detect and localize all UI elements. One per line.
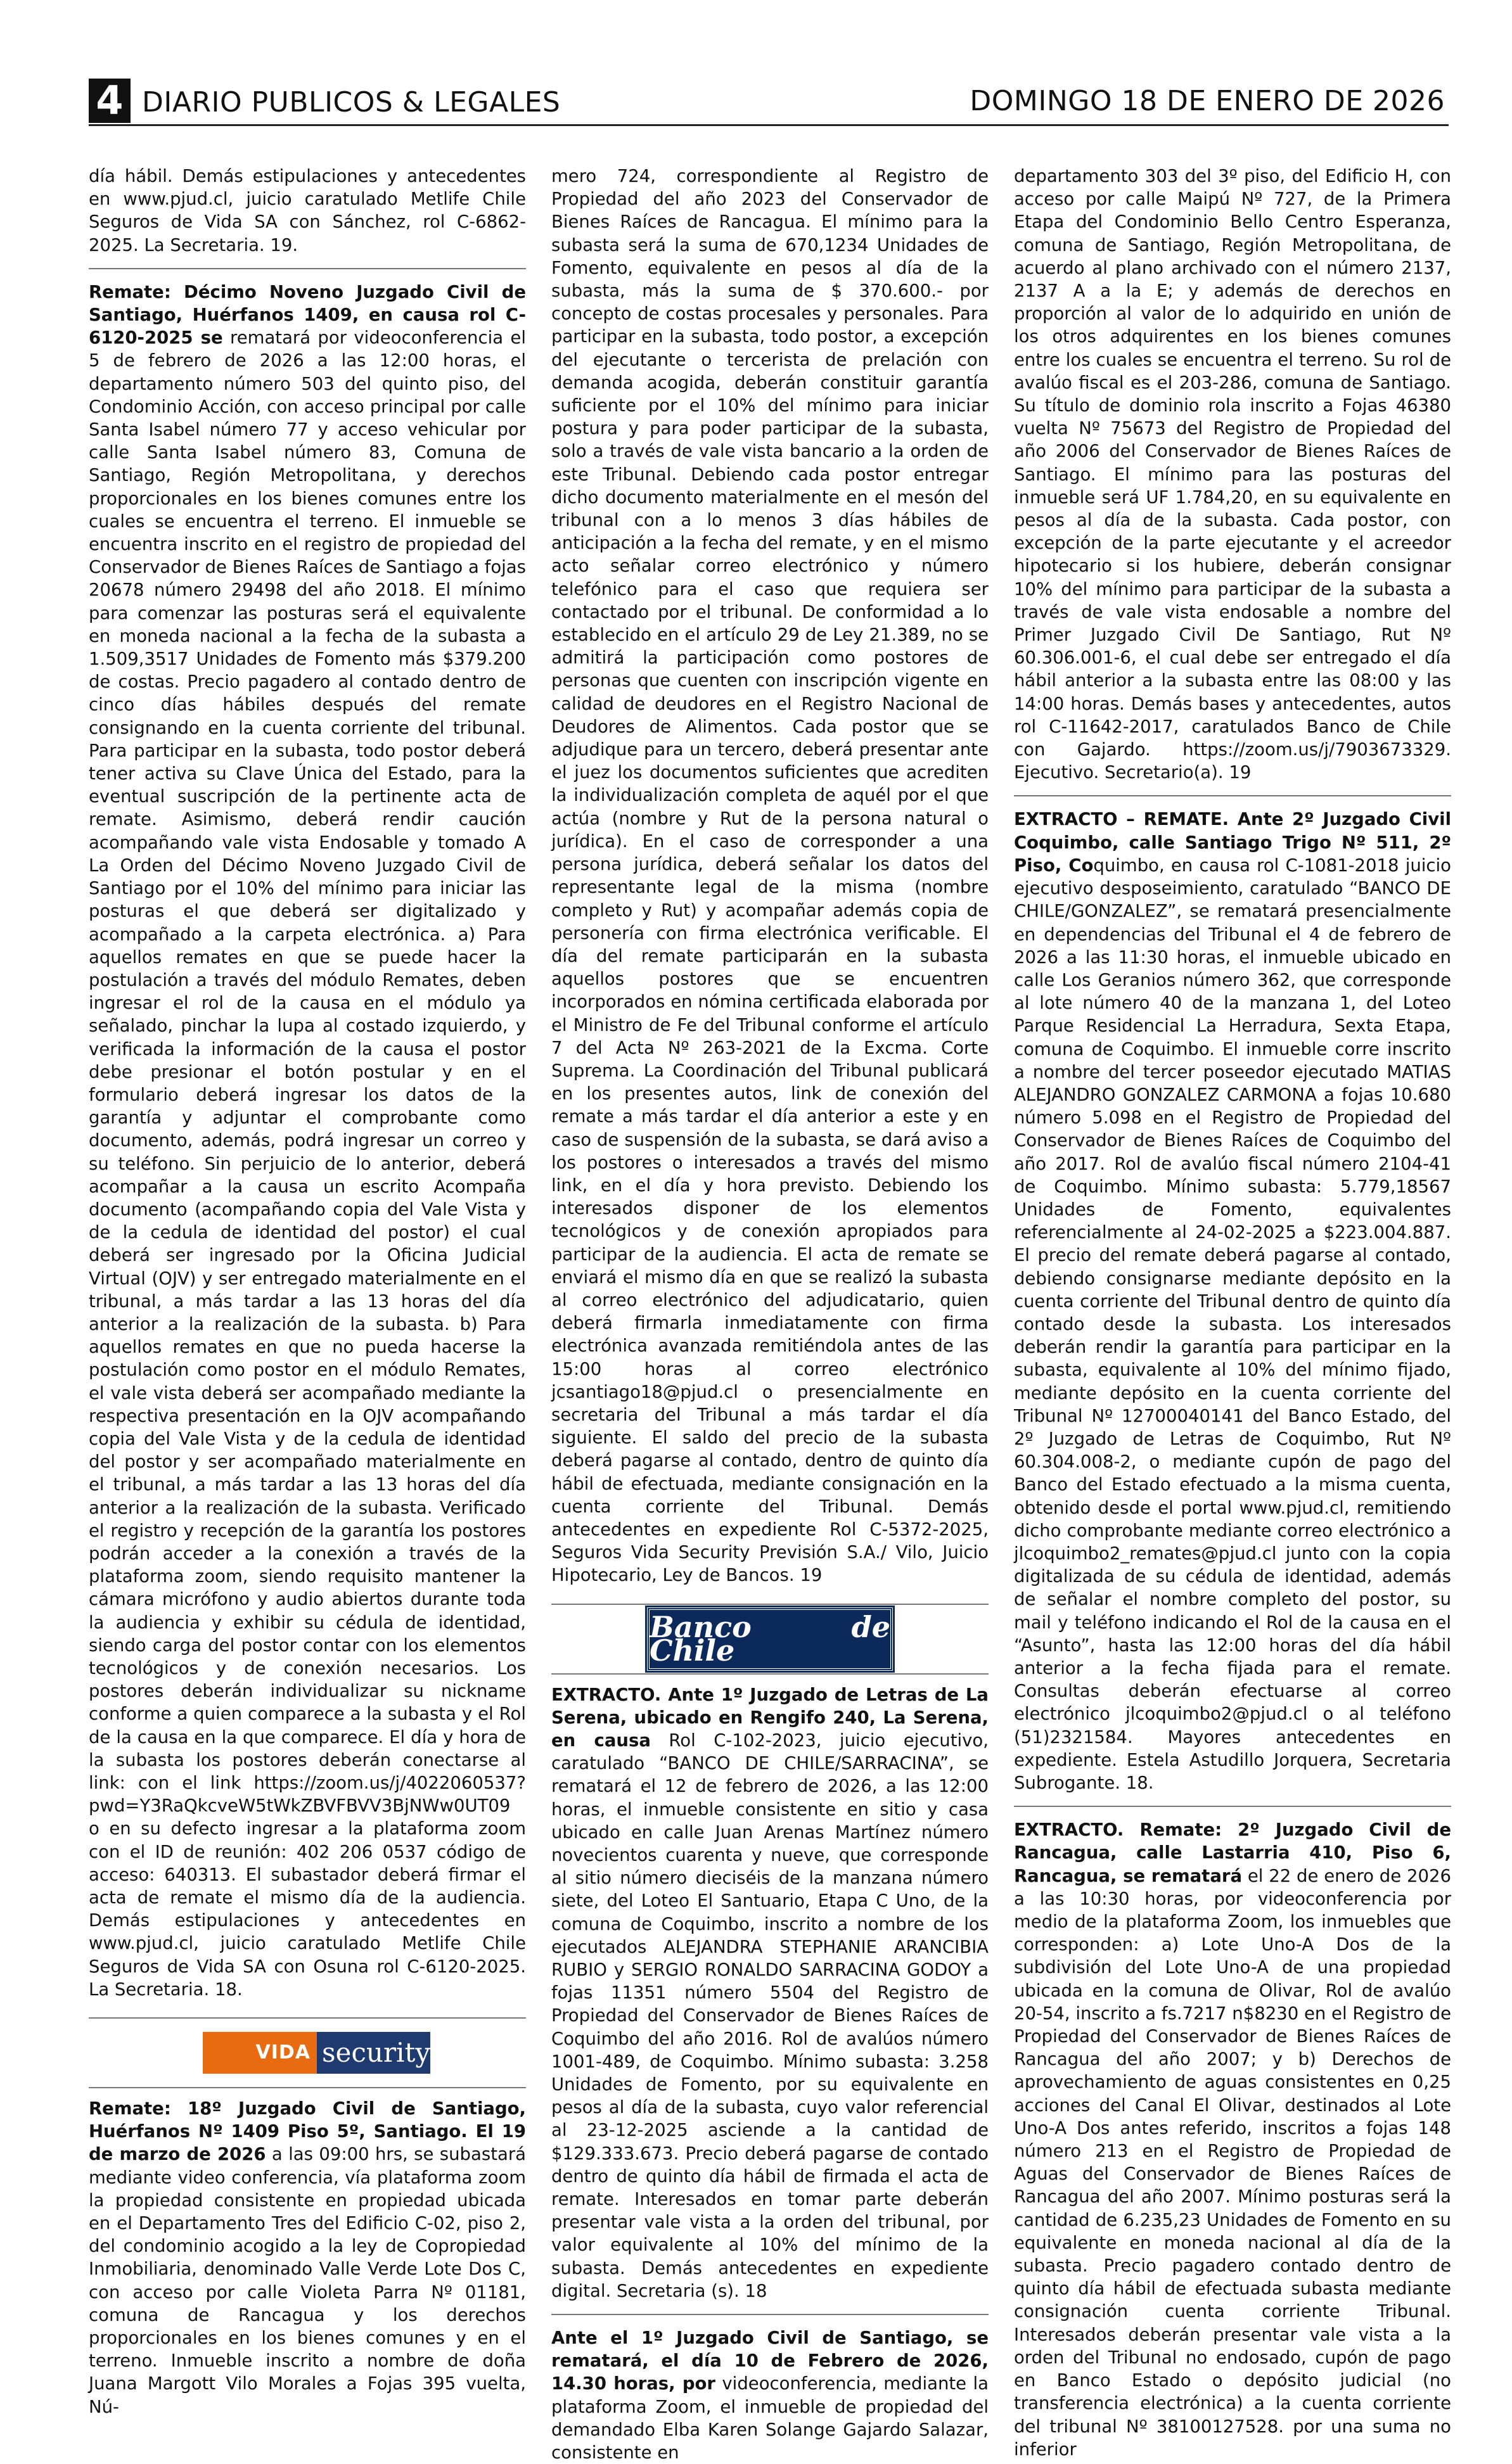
notice-body: el 22 de enero de 2026 a las 10:30 horas, por videoconferencia por medio de la plataforma Zoom, los inmuebles que corresponden: a) Lote Uno-A Dos de la subdivisión del Lote Uno-A de una propiedad ubicada en la comuna de Olivar, Rol de avalúo 20-54, inscrito a fs.7217 n$8230 en el Registro de Propiedad del Conservador de Bienes Raíces de Rancagua del año 2007; y b) Derechos de aprovechamiento de aguas consistentes en 0,25 acciones del Canal El Olivar, destinados al Lote Uno-A Dos antes referido, inscritos a fojas 148 número 213 en el Registro de Propiedad de Aguas del Conservador de Bienes Raíces de Rancagua del año 2007. Mínimo posturas será la cantidad de 6.235,23 Unidades de Fomento en su equivalente en moneda nacional al día de la subasta. Precio pagadero contado dentro de quinto día hábil de efectuada subasta mediante consignación cuenta corriente Tribunal. Interesados deberán presentar vale vista a la orden del Tribunal no endosado, cupón de pago en Banco Estado o depósito judicial (no transferencia electrónica) a la cuenta corriente del tribunal Nº 38100127528. por una suma no inferior xyxy=(1014,1865,1451,2460)
section-title: DIARIO PUBLICOS & LEGALES xyxy=(142,86,561,118)
notice-text xyxy=(551,2327,989,2464)
legal-notice xyxy=(89,2097,526,2418)
notice-body: Rol C-102-2023, juicio ejecutivo, caratulado “BANCO DE CHILE/SARRACINA”, se rematará el 12 de febrero de 2026, a las 12:00 horas, el inmueble consistente en sitio y casa ubicado en calle Juan Arenas Martínez número novecientos cuarenta y nueve, que corresponde al sitio número dieciséis de la manzana número siete, del Loteo El Santuario, Etapa C Uno, de la comuna de Coquimbo, inscrito a nombre de los ejecutados ALEJANDRA STEPHANIE ARANCIBIA RUBIO y SERGIO RONALDO SARRACINA GODOY a fojas 11351 número 5504 del Registro de Propiedad del Conservador de Bienes Raíces de Coquimbo del año 2016. Rol de avalúos número 1001-489, de Coquimbo. Mínimo subasta: 3.258 Unidades de Fomento, por su equivalente en pesos al día de la subasta, cuyo valor referencial al 23-12-2025 asciende a la cantidad de $129.333.673. Precio deberá pagarse de contado dentro de quinto día hábil de firmada el acta de remate. Interesados en tomar parte deberán presentar vale vista a la orden del tribunal, por valor equivalente al 10% del mínimo de la subasta. Demás antecedentes en expediente digital. Secretaria (s). 18 xyxy=(551,1730,989,2301)
vida-security-logo xyxy=(203,2032,431,2074)
banco-de-chile-logo: Banco de Chile xyxy=(647,1607,893,1671)
notice-continued: mero 724, correspondiente al Registro de Propiedad del año 2023 del Conservador de Bienes Raíces de Rancagua. El mínimo para la subasta será la suma de 670,1234 Unidades de Fomento, equivalente en pesos al día de la subasta, más la suma de $ 370.600.- por concepto de costas procesales y personales. Para participar en la subasta, todo postor, a excepción del ejecutante o tercerista de prelación con demanda acogida, deberán constituir garantía suficiente por el 10% del mínimo para iniciar postura y para poder participar de la subasta, solo a través de vale vista bancario a la orden de este Tribunal. Debiendo cada postor entregar dicho documento materialmente en el mesón del tribunal con a lo menos 3 días hábiles de anticipación a la fecha del remate, y en el mismo acto señalar correo electrónico y número telefónico para el caso que requiera ser contactado por el tribunal. De conformidad a lo establecido en el artículo 29 de Ley 21.389, no se admitirá la participación como postores de personas que cuenten con inscripción vigente en calidad de deudores en el Registro Nacional de Deudores de Alimentos. Cada postor que se adjudique para un tercero, deberá presentar ante el juez los documentos suficientes que acrediten la individualización completa de aquél por el que actúa (nombre y Rut de la persona natural o jurídica). En el caso de corresponder a una persona jurídica, deberá señalar los datos del representante legal de la misma (nombre completo y Rut) y acompañar además copia de personería con firma electrónica verificable. El día del remate participarán en la subasta aquellos postores que se encuentren incorporados en nómina certificada elaborada por el Ministro de Fe del Tribunal conforme el artículo 7 del Acta Nº 263-2021 de la Excma. Corte Suprema. La Coordinación del Tribunal publicará en los presentes autos, link de conexión del remate a más tardar el día anterior a este y en caso de suspensión de la subasta, se dará aviso a los postores o interesados a través del mismo link, en el día y hora previsto. Debiendo los interesados disponer de los elementos tecnológicos y de conexión apropiados para participar de la audiencia. El acta de remate se enviará el mismo día en que se realizó la subasta al correo electrónico del adjudicatario, quien deberá firmarla inmediatamente con firma electrónica avanzada remitiéndola antes de las 15:00 horas al correo electrónico jcsantiago18@pjud.cl o presencialmente en secretaria del Tribunal a más tardar el día siguiente. El saldo del precio de la subasta deberá pagarse al contado, dentro de quinto día hábil de efectuada, mediante consignación en la cuenta corriente del Tribunal. Demás antecedentes en expediente Rol C-5372-2025, Seguros Vida Security Previsión S.A./ Vilo, Juicio Hipotecario, Ley de Bancos. 19 xyxy=(551,166,989,1586)
security-logo-text: security xyxy=(317,2032,430,2074)
vida-security-ad xyxy=(89,2017,526,2088)
notice-text xyxy=(1014,808,1451,1794)
notice-text xyxy=(551,1683,989,2302)
notice-heading: Remate: Décimo Noveno Juzgado Civil de Santiago, Huérfanos 1409, en causa rol C-6120-2025 se xyxy=(89,281,526,348)
vida-logo-text: VIDA xyxy=(203,2032,317,2074)
legal-notice xyxy=(1014,1806,1451,2461)
banco-de-chile-ad xyxy=(551,1604,989,1675)
issue-date: DOMINGO 18 DE ENERO DE 2026 xyxy=(970,85,1445,117)
notice-continued: departamento 303 del 3º piso, del Edificio H, con acceso por calle Maipú Nº 727, de la Primera Etapa del Condominio Bello Centro Esperanza, comuna de Santiago, Región Metropolitana, de acuerdo al plano archivado con el número 2137, 2137 A a la E; y además de derechos en proporción al valor de lo adquirido en unión de los otros adquirentes en los bienes comunes entre los cuales se encuentra el terreno. Su rol de avalúo fiscal es el 203-286, comuna de Santiago. Su título de dominio rola inscrito a Fojas 46380 vuelta Nº 75673 del Registro de Propiedad del año 2006 del Conservador de Bienes Raíces de Santiago. El mínimo para las posturas del inmueble será UF 1.784,20, en su equivalente en pesos al día de la subasta. Cada postor, con excepción de la parte ejecutante y el acreedor hipotecario si los hubiere, deberán consignar 10% del mínimo para participar de la subasta a través de vale vista endosable a nombre del Primer Juzgado Civil De Santiago, Rut Nº 60.306.001-6, el cual debe ser entregado el día hábil anterior a la subasta entre las 08:00 y las 14:00 horas. Demás bases y antecedentes, autos rol C-11642-2017, caratulados Banco de Chile con Gajardo. https://zoom.us/j/7903673329. Ejecutivo. Secretario(a). 19 xyxy=(1014,166,1451,783)
notice-body: rematará por videoconferencia el 5 de febrero de 2026 a las 12:00 horas, el departamento número 503 del quinto piso, del Condominio Acción, con acceso principal por calle Santa Isabel número 77 y acceso vehicular por calle Santa Isabel número 83, Comuna de Santiago, Región Metropolitana, y derechos proporcionales en los bienes comunes entre los cuales se encuentra el terreno. El inmueble se encuentra inscrito en el registro de propiedad del Conservador de Bienes Raíces de Santiago a fojas 20678 número 29498 del año 2018. El mínimo para comenzar las posturas será el equivalente en moneda nacional a la fecha de la subasta a 1.509,3517 Unidades de Fomento más $379.200 de costas. Precio pagadero al contado dentro de cinco días hábiles después del remate consignando en la cuenta corriente del tribunal. Para participar en la subasta, todo postor deberá tener activa su Clave Única del Estado, para la eventual suscripción de la pertinente acta de remate. Asimismo, deberá rendir caución acompañando vale vista Endosable y tomado A La Orden del Décimo Noveno Juzgado Civil de Santiago por el 10% del mínimo para iniciar las posturas el que deberá ser digitalizado y acompañado a la carpeta electrónica. a) Para aquellos remates en que se puede hacer la postulación a través del módulo Remates, deben ingresar el rol de la causa en el módulo ya señalado, pinchar la lupa al costado izquierdo, y verificada la información de la causa el postor debe presionar el botón postular y en el formulario deberá ingresar los datos de la garantía y adjuntar el comprobante como documento, además, podrá ingresar un correo y su teléfono. Sin perjuicio de lo anterior, deberá acompañar a la causa un escrito Acompaña documento (acompañando copia del Vale Vista y de la cedula de identidad del postor) el cual deberá ser ingresado por la Oficina Judicial Virtual (OJV) y ser entregado materialmente en el tribunal, a más tardar a las 13 horas del día anterior a la realización de la subasta. b) Para aquellos remates en que no pueda hacerse la postulación como postor en el módulo Remates, el vale vista deberá ser acompañado mediante la respectiva presentación en la OJV acompañando copia del Vale Vista y de la cedula de identidad del postor y ser acompañado materialmente en el tribunal, a más tardar a las 13 horas del día anterior a la realización de la subasta. Verificado el registro y recepción de la garantía los postores podrán acceder a la conexión a través de la plataforma zoom, siendo requisito mantener la cámara micrófono y audio abiertos durante toda la audiencia y exhibir su cédula de identidad, siendo carga del postor contar con los elementos tecnológicos y de conexión necesarios. Los postores deberán individualizar su nickname conforme a quien comparece a la subasta y el Rol de la causa en la que comparece. El día y hora de la subasta los postores deberán conectarse al link: con el link https://zoom.us/j/4022060537?pwd=Y3RaQkcveW5tWkZBVFBVV3BjNWw0UT09 o en su defecto ingresar a la plataforma zoom con el ID de reunión: 402 206 0537 código de acceso: 640313. El subastador deberá firmar el acta de remate el mismo día de la audiencia. Demás estipulaciones y antecedentes en www.pjud.cl, juicio caratulado Metlife Chile Seguros de Vida SA con Osuna rol C-6120-2025. La Secretaria. 18. xyxy=(89,328,526,2000)
notice-heading: Remate: 18º Juzgado Civil de Santiago, Huérfanos Nº 1409 Piso 5º, Santiago. El 19 de marzo de 2026 xyxy=(89,2098,526,2165)
notice-heading: EXTRACTO – REMATE. Ante 2º Juzgado Civil Coquimbo, calle Santiago Trigo Nº 511, 2º Piso, Co xyxy=(1014,809,1451,876)
notice-body: quimbo, en causa rol C-1081-2018 juicio ejecutivo desposeimiento, caratulado “BANCO DE CHILE/GONZALEZ”, se rematará presencialmente en dependencias del Tribunal el 4 de febrero de 2026 a las 11:30 horas, el inmueble ubicado en calle Los Geranios número 362, que corresponde al lote número 40 de la manzana 1, del Loteo Parque Residencial La Herradura, Sexta Etapa, comuna de Coquimbo. El inmueble corre inscrito a nombre del tercer poseedor ejecutado MATIAS ALEJANDRO GONZALEZ CARMONA a fojas 10.680 número 5.098 en el Registro de Propiedad del Conservador de Bienes Raíces de Coquimbo del año 2017. Rol de avalúo fiscal número 2104-41 de Coquimbo. Mínimo subasta: 5.779,18567 Unidades de Fomento, equivalentes referencialmente al 24-02-2025 a $223.004.887. El precio del remate deberá pagarse al contado, debiendo consignarse mediante depósito en la cuenta corriente del Tribunal dentro de quinto día contado desde la subasta. Los interesados deberán rendir la garantía para participar en la subasta, equivalente al 10% del mínimo fijado, mediante depósito en la cuenta corriente del Tribunal Nº 12700040141 del Banco Estado, del 2º Juzgado de Letras de Coquimbo, Rut Nº 60.304.008-2, o mediante cupón de pago del Banco del Estado efectuado a la misma cuenta, obtenido desde el portal www.pjud.cl, remitiendo dicho comprobante mediante correo electrónico a jlcoquimbo2_remates@pjud.cl junto con la copia digitalizada de su cédula de identidad, además de señalar el nombre completo del postor, su mail y teléfono indicando el Rol de la causa en el “Asunto”, hasta las 12:00 horas del día hábil anterior a la fecha fijada para el remate. Consultas deberán efectuarse al correo electrónico jlcoquimbo2@pjud.cl o al teléfono (51)2321584. Mayores antecedentes en expediente. Estela Astudillo Jorquera, Secretaria Subrogante. 18. xyxy=(1014,855,1451,1794)
notice-text xyxy=(89,2097,526,2418)
notice-continued: día hábil. Demás estipulaciones y antecedentes en www.pjud.cl, juicio caratulado Metlife Chile Seguros de Vida SA con Sánchez, rol C-6862-2025. La Secretaria. 19. xyxy=(89,166,526,255)
legal-notice xyxy=(551,1683,989,2302)
column-1 xyxy=(89,165,526,2417)
notice-body: a las 09:00 hrs, se subastará mediante video conferencia, vía plataforma zoom la propiedad consistente en propiedad ubicada en el Departamento Tres del Edificio C-02, piso 2, del condominio acogido a la ley de Copropiedad Inmobiliaria, denominado Valle Verde Lote Dos C, con acceso por calle Violeta Parra Nº 01181, comuna de Rancagua y los derechos proporcionales en los bienes comunes y en el terreno. Inmueble inscrito a nombre de doña Juana Margott Vilo Morales a Fojas 395 vuelta, Nú- xyxy=(89,2144,526,2417)
legal-notice xyxy=(1014,795,1451,1794)
legal-notice xyxy=(89,268,526,2001)
notice-heading: EXTRACTO. Remate: 2º Juzgado Civil de Rancagua, calle Lastarria 410, Piso 6, Rancagua, se rematará xyxy=(1014,1820,1451,1886)
notice-heading: EXTRACTO. Ante 1º Juzgado de Letras de La Serena, ubicado en Rengifo 240, La Serena, en causa xyxy=(551,1684,989,1751)
page-number: 4 xyxy=(89,79,131,123)
column-3 xyxy=(1014,165,1451,2460)
notice-heading: Ante el 1º Juzgado Civil de Santiago, se rematará, el día 10 de Febrero de 2026, 14.30 horas, por xyxy=(551,2328,989,2394)
notice-body: videoconferencia, mediante la plataforma Zoom, el inmueble de propiedad del demandado Elba Karen Solange Gajardo Salazar, consistente en xyxy=(551,2373,989,2463)
page-header xyxy=(89,76,1449,126)
column-2 xyxy=(551,165,989,2463)
legal-notice xyxy=(551,2314,989,2464)
notice-text xyxy=(89,281,526,2001)
notice-text xyxy=(1014,1818,1451,2461)
